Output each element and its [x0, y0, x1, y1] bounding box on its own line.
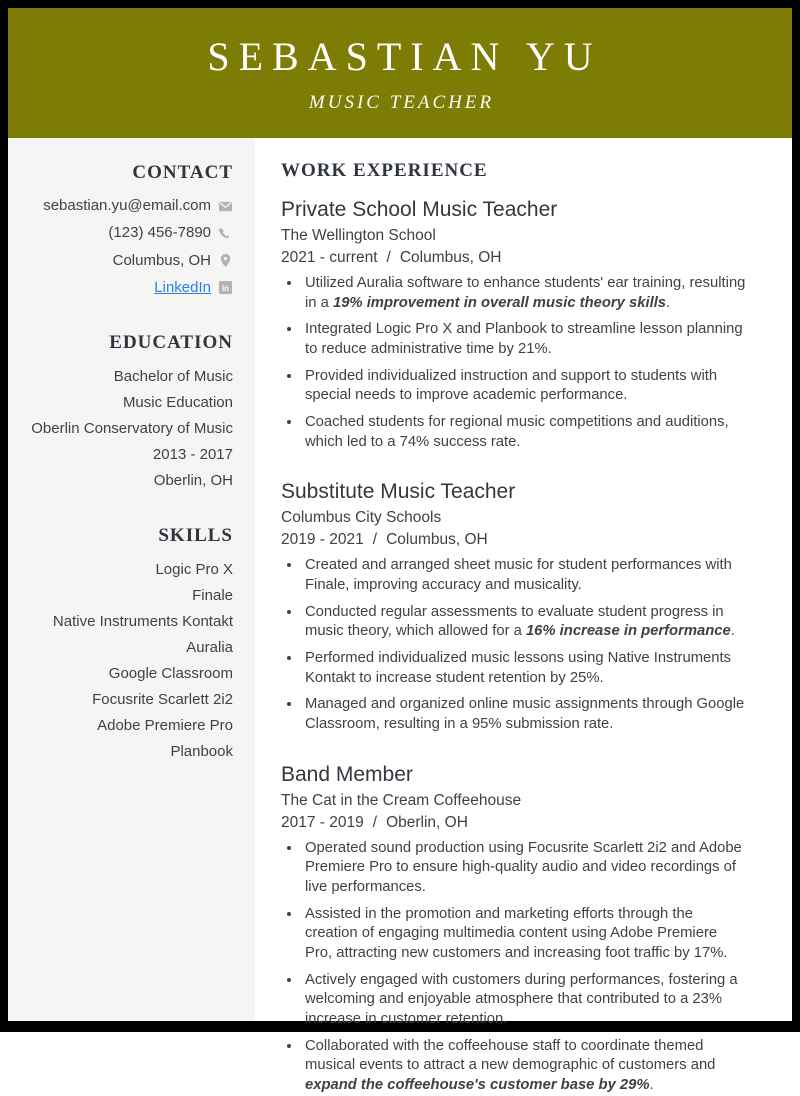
job-title: Substitute Music Teacher [281, 480, 516, 504]
job-bullet-list [281, 274, 746, 452]
bullet-item [302, 556, 746, 595]
job-title: Private School Music Teacher [281, 198, 558, 221]
contact-section [20, 162, 233, 298]
education-line: Music Education [122, 394, 233, 411]
svg-text:in: in [221, 284, 230, 294]
skill-item: Auralia [186, 639, 233, 656]
bullet-item [302, 649, 746, 688]
skill-item: Google Classroom [108, 665, 233, 682]
job-bullet-list [281, 839, 746, 1096]
resume-paper [8, 8, 792, 1094]
skills-section [20, 525, 233, 762]
contact-item [20, 251, 233, 271]
bullet-item [302, 971, 746, 1030]
location-pin-icon [218, 253, 233, 268]
bullet-text: Collaborated with the coffeehouse staff to coordinate themed musical events to attract a new demographic of customers and [305, 1037, 716, 1074]
bullet-item [302, 274, 746, 313]
job-entry [281, 763, 746, 1096]
contact-item [20, 278, 233, 298]
bullet-item [302, 695, 746, 734]
job-dates: 2021 - current [281, 249, 378, 266]
education-heading: EDUCATION [109, 332, 233, 353]
skills-list [20, 559, 233, 762]
contact-heading: CONTACT [132, 162, 233, 183]
content-columns [8, 138, 792, 1094]
job-location: Oberlin, OH [386, 813, 468, 831]
skill-item: Planbook [170, 743, 233, 760]
skill-item: Adobe Premiere Pro [97, 717, 233, 734]
bullet-highlight: 19% improvement in overall music theory skills [332, 294, 667, 311]
contact-item [20, 223, 233, 243]
bullet-text: Assisted in the promotion and marketing efforts through the creation of engaging multimedia content using Adobe Premiere Pro, attracting new customers and increasing foot traffic by 17%. [305, 905, 728, 962]
job-dates: 2017 - 2019 [281, 813, 364, 831]
bullet-text: Performed individualized music lessons using Native Instruments Kontakt to increase student retention by 25%. [305, 650, 732, 686]
job-bullet-list [281, 556, 746, 734]
education-line: Oberlin, OH [153, 472, 233, 489]
skill-item: Finale [192, 587, 233, 604]
education-section [20, 332, 233, 491]
bullet-text: Integrated Logic Pro X and Planbook to streamline lesson planning to reduce administrative time by 21%. [305, 321, 743, 358]
job-company: Columbus City Schools [281, 509, 442, 527]
bullet-text: Created and arranged sheet music for student performances with Finale, improving accuracy and musicality. [305, 557, 732, 594]
bullet-item [302, 839, 746, 898]
phone-icon [218, 226, 233, 241]
bullet-highlight: 16% increase in performance [525, 623, 731, 640]
job-title: Band Member [281, 762, 413, 786]
bullet-item [302, 413, 746, 452]
contact-label: sebastian.yu@email.com [43, 197, 211, 214]
bullet-text: Operated sound production using Focusrite Scarlett 2i2 and Adobe Premiere Pro to ensure high-quality audio and video recordings of live performances. [305, 839, 742, 896]
job-meta-separator: / [372, 813, 378, 831]
bullet-text: Actively engaged with customers during performances, fostering a welcoming and enjoyable atmosphere that contributed to a 23% increase in customer retention. [305, 971, 738, 1028]
contact-label[interactable]: LinkedIn [154, 278, 211, 296]
job-entry [281, 480, 746, 734]
job-location: Columbus, OH [386, 531, 488, 549]
skill-item: Focusrite Scarlett 2i2 [92, 691, 233, 708]
skills-heading: SKILLS [158, 525, 233, 546]
sidebar [8, 138, 255, 1021]
candidate-name: SEBASTIAN YU [207, 33, 602, 79]
job-meta-separator: / [372, 531, 378, 549]
bullet-highlight: expand the coffeehouse's customer base by 29% [305, 1077, 650, 1094]
contact-list [20, 196, 233, 298]
bullet-text: . [649, 1077, 654, 1094]
bullet-text: Utilized Auralia software to enhance students' ear training, resulting in a [305, 275, 746, 311]
job-company: The Cat in the Cream Coffeehouse [281, 791, 522, 809]
bullet-item [302, 320, 746, 359]
bullet-item [302, 603, 746, 642]
bullet-item [302, 1037, 746, 1096]
bullet-text: Managed and organized online music assignments through Google Classroom, resulting in a 95% submission rate. [305, 696, 745, 733]
education-line: Oberlin Conservatory of Music [31, 420, 233, 437]
bullet-text: . [730, 623, 735, 640]
linkedin-icon [218, 280, 233, 295]
jobs-list [281, 198, 746, 1096]
contact-item [20, 196, 233, 216]
bullet-text: Coached students for regional music competitions and auditions, which led to a 74% success rate. [305, 414, 729, 450]
job-dates: 2019 - 2021 [281, 531, 364, 549]
education-list [20, 366, 233, 491]
education-line: Bachelor of Music [113, 368, 233, 385]
job-entry [281, 198, 746, 452]
job-location: Columbus, OH [399, 249, 502, 266]
skill-item: Native Instruments Kontakt [52, 613, 233, 630]
work-experience-heading: WORK EXPERIENCE [281, 160, 488, 181]
contact-label: Columbus, OH [112, 251, 211, 269]
bullet-text: . [666, 294, 671, 311]
job-meta [281, 814, 746, 832]
bullet-item [302, 905, 746, 964]
job-company: The Wellington School [281, 227, 436, 244]
job-meta [281, 531, 746, 549]
envelope-icon [218, 199, 233, 214]
skill-item: Logic Pro X [155, 561, 233, 578]
contact-label: (123) 456-7890 [108, 224, 211, 242]
job-meta-separator: / [386, 249, 391, 266]
education-line: 2013 - 2017 [152, 446, 233, 463]
bullet-text: Conducted regular assessments to evaluate student progress in music theory, which allowed for a [305, 603, 724, 640]
work-experience-section [255, 138, 792, 1094]
job-meta [281, 249, 746, 267]
header-band [8, 8, 792, 138]
bullet-text: Provided individualized instruction and support to students with special needs to improve academic performance. [305, 367, 718, 404]
candidate-title: MUSIC TEACHER [308, 91, 495, 113]
bullet-item [302, 367, 746, 406]
